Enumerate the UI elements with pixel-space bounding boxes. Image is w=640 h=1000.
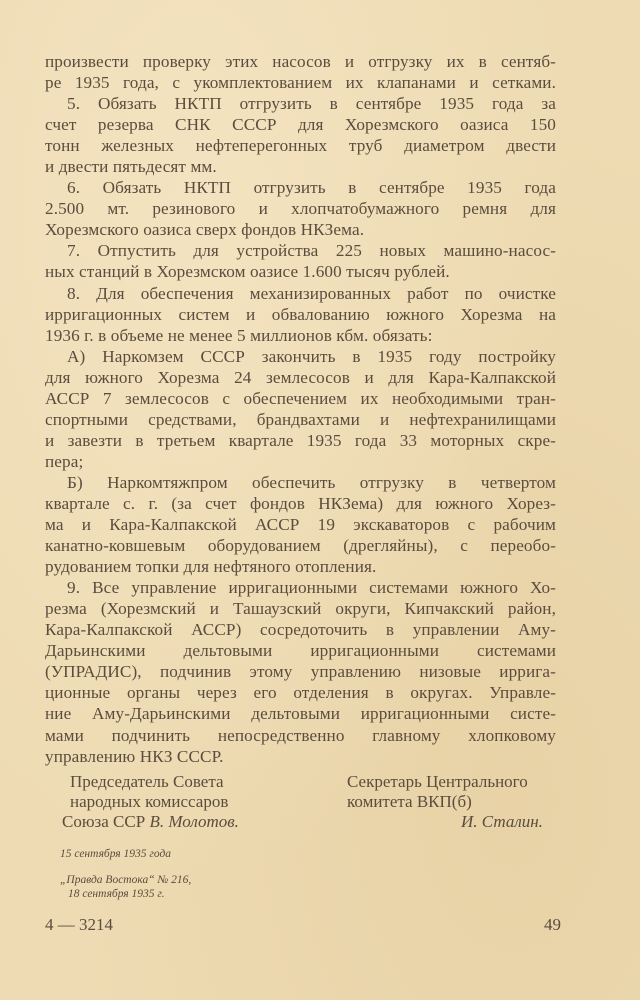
text-line: счет резерва СНК СССР для Хорезмского оазиса 150 (45, 115, 556, 135)
text-line: рудованием топки для нефтяного отопления. (45, 557, 377, 577)
text-line: канатно-ковшевым оборудованием (дрегляйны), с переобо- (45, 536, 556, 556)
publication-source (60, 873, 191, 901)
signature-block-molotov (62, 772, 239, 832)
text-line: Кара-Калпакской АССР) сосредоточить в управлении Аму- (45, 620, 556, 640)
signatory-title: Председатель Совета (70, 772, 224, 791)
text-line: ние Аму-Дарьинскими дельтовыми ирригационными систе- (45, 704, 556, 724)
signatory-title: комитета ВКП(б) (347, 792, 472, 811)
text-line: АССР 7 землесосов с обеспечением их необходимыми тран- (45, 388, 556, 408)
text-line: 6. Обязать НКТП отгрузить в сентябре 1935 года (67, 178, 556, 198)
text-line: Дарьинскими дельтовыми ирригационными системами (45, 641, 556, 661)
text-line: мами подчинить непосредственно главному хлопковому (45, 725, 556, 745)
signatory-title: народных комиссаров (70, 792, 229, 811)
text-line: 1936 г. в объеме не менее 5 миллионов кбм. обязать: (45, 325, 433, 345)
source-line: 18 сентября 1935 г. (68, 888, 165, 900)
signatory-title: Союза ССР (62, 812, 146, 831)
text-line: и двести пятьдесят мм. (45, 157, 217, 177)
document-date: 15 сентября 1935 года (60, 848, 172, 860)
text-line: спортными средствами, брандвахтами и нефтехранилищами (45, 409, 556, 429)
text-line: 9. Все управление ирригационными системами южного Хо- (67, 578, 556, 598)
text-line: ирригационных систем и обвалованию южного Хорезма на (45, 304, 556, 324)
text-line: Б) Наркомтяжпром обеспечить отгрузку в четвертом (67, 472, 556, 492)
text-line: для южного Хорезма 24 землесосов и для Кара-Калпакской (45, 367, 556, 387)
text-line: резма (Хорезмский и Ташаузский округи, Кипчакский район, (45, 599, 556, 619)
text-line: ма и Кара-Калпакской АССР 19 экскаваторов с рабочим (45, 515, 556, 535)
text-line: произвести проверку этих насосов и отгрузку их в сентяб- (45, 52, 556, 71)
text-line: ционные органы через его отделения в округах. Управле- (45, 683, 556, 703)
document-body (45, 51, 556, 767)
signatory-title: Секретарь Центрального (347, 772, 528, 791)
text-line: ре 1935 года, с укомплектованием их клапанами и сетками. (45, 73, 556, 93)
text-line: Хорезмского оазиса сверх фондов НКЗема. (45, 220, 365, 240)
text-line: 5. Обязать НКТП отгрузить в сентябре 1935 года за (67, 94, 556, 114)
text-line: 8. Для обеспечения механизированных работ по очистке (67, 283, 556, 303)
text-line: (УПРАДИС), подчинив этому управлению низовые иррига- (45, 662, 556, 682)
text-line: управлению НКЗ СССР. (45, 746, 224, 766)
text-line: 2.500 мт. резинового и хлопчатобумажного ремня для (45, 199, 556, 219)
signatory-name: И. Сталин. (461, 812, 543, 831)
source-line: „Правда Востока“ № 216, (60, 874, 192, 886)
printer-signature-mark: 4 — 3214 (45, 915, 113, 934)
text-line: и завезти в третьем квартале 1935 года 33 моторных скре- (45, 430, 556, 450)
text-line: пера; (45, 451, 84, 471)
text-line: тонн железных нефтеперегонных труб диаметром двести (45, 136, 556, 156)
text-line: А) Наркомзем СССР закончить в 1935 году постройку (67, 346, 556, 366)
text-line: ных станций в Хорезмском оазисе 1.600 тысяч рублей. (45, 262, 450, 282)
signature-block-stalin (347, 772, 543, 832)
signatory-name: В. Молотов. (149, 812, 239, 831)
page-number: 49 (544, 915, 561, 934)
text-line: 7. Отпустить для устройства 225 новых машино-насос- (67, 241, 556, 261)
text-line: квартале с. г. (за счет фондов НКЗема) для южного Хорез- (45, 493, 556, 513)
